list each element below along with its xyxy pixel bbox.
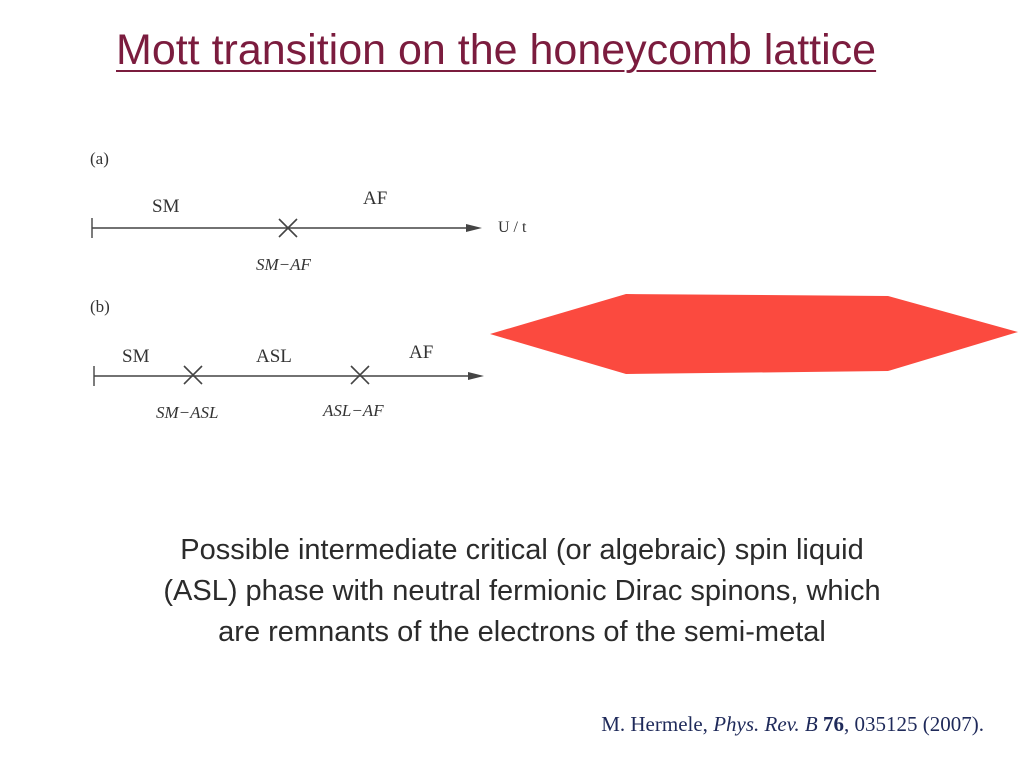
reference-journal: Phys. Rev. B	[713, 712, 818, 736]
reference-rest: , 035125 (2007).	[844, 712, 984, 736]
panel-b-transition-cross-2	[351, 366, 369, 384]
body-line-3: are remnants of the electrons of the semi-metal	[218, 616, 826, 648]
panel-a-transition-label: SM−AF	[256, 255, 311, 274]
red-double-arrow	[490, 294, 1018, 374]
panel-b-phase-sm: SM	[122, 346, 150, 367]
reference-citation	[601, 712, 984, 737]
panel-b-phase-af: AF	[409, 342, 434, 363]
panel-a-label: (a)	[90, 149, 109, 168]
slide-title: Mott transition on the honeycomb lattice	[116, 26, 877, 74]
panel-a-phase-af: AF	[363, 188, 388, 209]
body-line-2: (ASL) phase with neutral fermionic Dirac spinons, which	[163, 575, 881, 607]
panel-b-transition-cross-1	[184, 366, 202, 384]
panel-a-axis-arrowhead	[466, 224, 482, 232]
panel-b-axis-arrowhead	[468, 372, 484, 380]
panel-b-label: (b)	[90, 297, 110, 316]
reference-volume: 76	[823, 712, 844, 736]
panel-b-transition-label-2: ASL−AF	[323, 401, 384, 420]
panel-b-transition-label-1: SM−ASL	[156, 403, 219, 422]
panel-b-phase-asl: ASL	[256, 346, 292, 367]
panel-a-axis-label: U / t	[498, 219, 527, 236]
body-paragraph	[40, 530, 1004, 653]
body-line-1: Possible intermediate critical (or algebraic) spin liquid	[180, 534, 864, 566]
panel-a-phase-sm: SM	[152, 196, 180, 217]
reference-authors: M. Hermele,	[601, 712, 714, 736]
